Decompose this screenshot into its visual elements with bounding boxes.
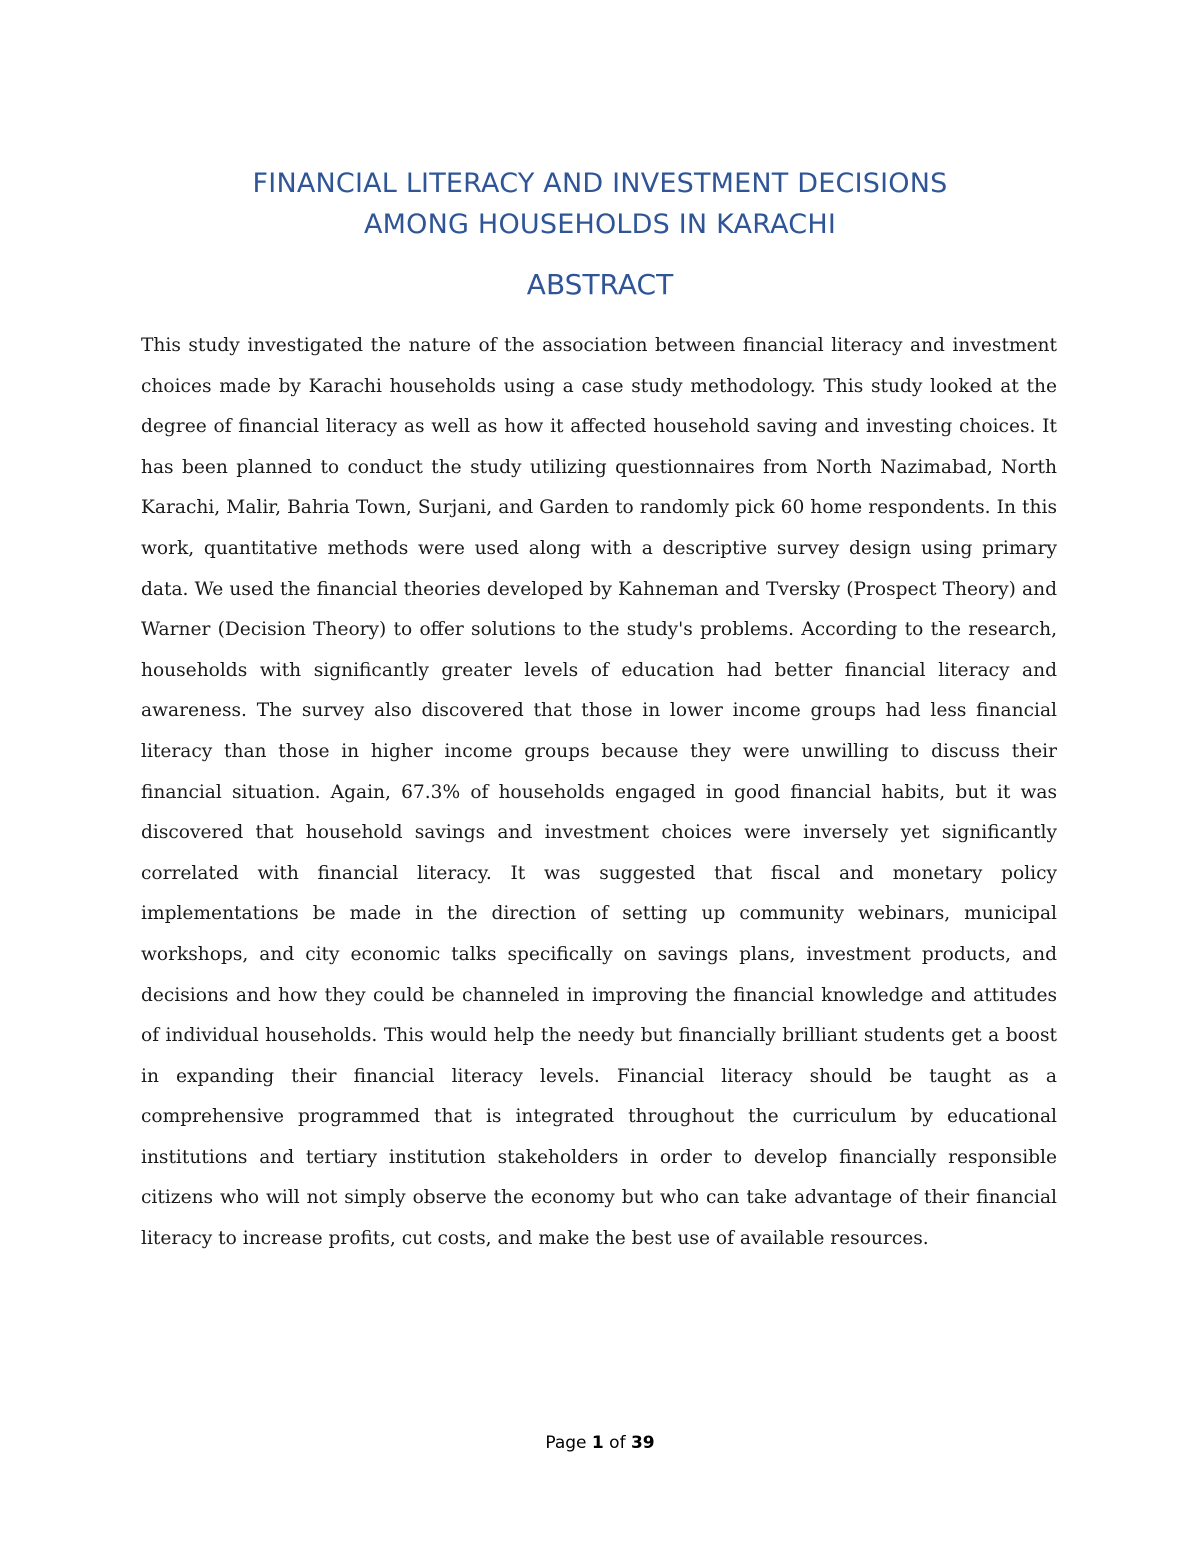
abstract-paragraph: This study investigated the nature of the association between financial literacy and investment choices made by Karachi households using a case study methodology. This study looked at the degree of financial literacy as well as how it affected household saving and investing choices. It has been planned to conduct the study utilizing questionnaires from North Nazimabad, North Karachi, Malir, Bahria Town, Surjani, and Garden to randomly pick 60 home respondents. In this work, quantitative methods were used along with a descriptive survey design using primary data. We used the financial theories developed by Kahneman and Tversky (Prospect Theory) and Warner (Decision Theory) to offer solutions to the study's problems. According to the research, households with significantly greater levels of education had better financial literacy and awareness. The survey also discovered that those in lower income groups had less financial literacy than those in higher income groups because they were unwilling to discuss their financial situation. Again, 67.3% of households engaged in good financial habits, but it was discovered that household savings and investment choices were inversely yet significantly correlated with financial literacy. It was suggested that fiscal and monetary policy implementations be made in the direction of setting up community webinars, municipal workshops, and city economic talks specifically on savings plans, investment products, and decisions and how they could be channeled in improving the financial knowledge and attitudes of individual households. This would help the needy but financially brilliant students get a boost in expanding their financial literacy levels. Financial literacy should be taught as a comprehensive programmed that is integrated throughout the curriculum by educational institutions and tertiary institution stakeholders in order to develop financially responsible citizens who will not simply observe the economy but who can take advantage of their financial literacy to increase profits, cut costs, and make the best use of available resources. — [141, 335, 1057, 1250]
current-page-number: 1 — [591, 1433, 604, 1453]
document-title — [120, 163, 1080, 245]
total-pages-number: 39 — [630, 1433, 655, 1453]
abstract-heading: ABSTRACT — [526, 268, 674, 301]
title-line-2: AMONG HOUSEHOLDS IN KARACHI — [364, 209, 836, 240]
of-word: of — [609, 1433, 626, 1453]
page-number-footer — [120, 1429, 1080, 1457]
title-line-1: FINANCIAL LITERACY AND INVESTMENT DECISIONS — [252, 168, 948, 199]
page-word: Page — [545, 1433, 587, 1453]
